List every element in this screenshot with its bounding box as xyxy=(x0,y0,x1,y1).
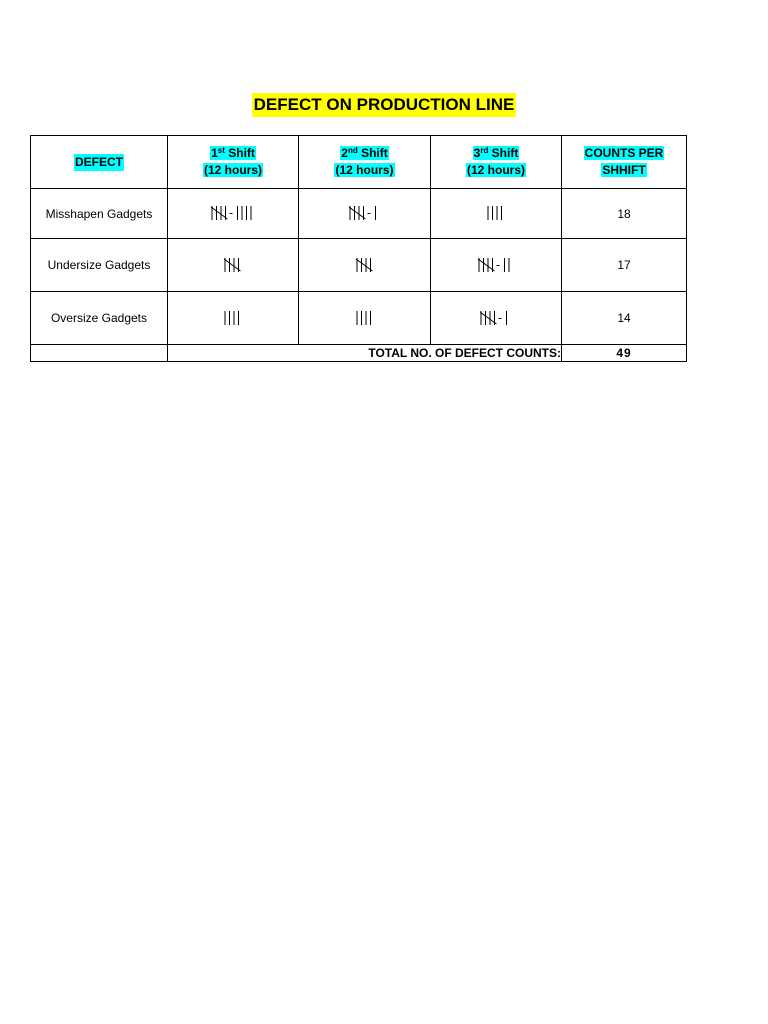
tally-marks xyxy=(355,310,375,327)
tally-marks xyxy=(355,257,375,274)
defect-count: 18 xyxy=(562,189,687,239)
tally-shift-3 xyxy=(431,239,562,292)
total-row xyxy=(31,345,687,362)
tally-marks xyxy=(223,310,243,327)
header-shift-2-line1: 2nd Shift xyxy=(341,146,388,160)
header-counts-line1: COUNTS PER xyxy=(584,146,664,160)
tally-shift-1 xyxy=(168,239,299,292)
header-shift-3 xyxy=(431,136,562,189)
header-defect xyxy=(31,136,168,189)
tally-shift-1 xyxy=(168,189,299,239)
header-shift-3-hours: (12 hours) xyxy=(466,163,525,177)
tally-marks xyxy=(477,257,515,274)
title-wrap xyxy=(0,93,768,117)
page-title: DEFECT ON PRODUCTION LINE xyxy=(252,93,517,117)
defect-label: Misshapen Gadgets xyxy=(31,189,168,239)
tally-shift-2 xyxy=(299,292,431,345)
header-defect-label: DEFECT xyxy=(75,154,123,169)
tally-marks xyxy=(223,257,243,274)
header-shift-1-line1: 1st Shift xyxy=(211,146,255,160)
tally-shift-2 xyxy=(299,239,431,292)
defect-table xyxy=(30,135,687,362)
tally-shift-3 xyxy=(431,189,562,239)
header-counts xyxy=(562,136,687,189)
tally-marks xyxy=(348,205,382,222)
tally-shift-2 xyxy=(299,189,431,239)
total-label: TOTAL NO. OF DEFECT COUNTS: xyxy=(168,345,562,362)
header-shift-1 xyxy=(168,136,299,189)
tally-marks xyxy=(486,205,506,222)
tally-shift-3 xyxy=(431,292,562,345)
table-row xyxy=(31,292,687,345)
header-row xyxy=(31,136,687,189)
header-shift-2 xyxy=(299,136,431,189)
header-shift-3-line1: 3rd Shift xyxy=(473,146,519,160)
table-row xyxy=(31,239,687,292)
table-row xyxy=(31,189,687,239)
header-shift-2-hours: (12 hours) xyxy=(335,163,394,177)
defect-label: Oversize Gadgets xyxy=(31,292,168,345)
defect-count: 17 xyxy=(562,239,687,292)
defect-label: Undersize Gadgets xyxy=(31,239,168,292)
header-counts-line2: SHHIFT xyxy=(602,163,646,177)
total-value: 49 xyxy=(562,345,687,362)
tally-marks xyxy=(479,310,513,327)
tally-marks xyxy=(210,205,257,222)
header-shift-1-hours: (12 hours) xyxy=(203,163,262,177)
tally-shift-1 xyxy=(168,292,299,345)
defect-count: 14 xyxy=(562,292,687,345)
